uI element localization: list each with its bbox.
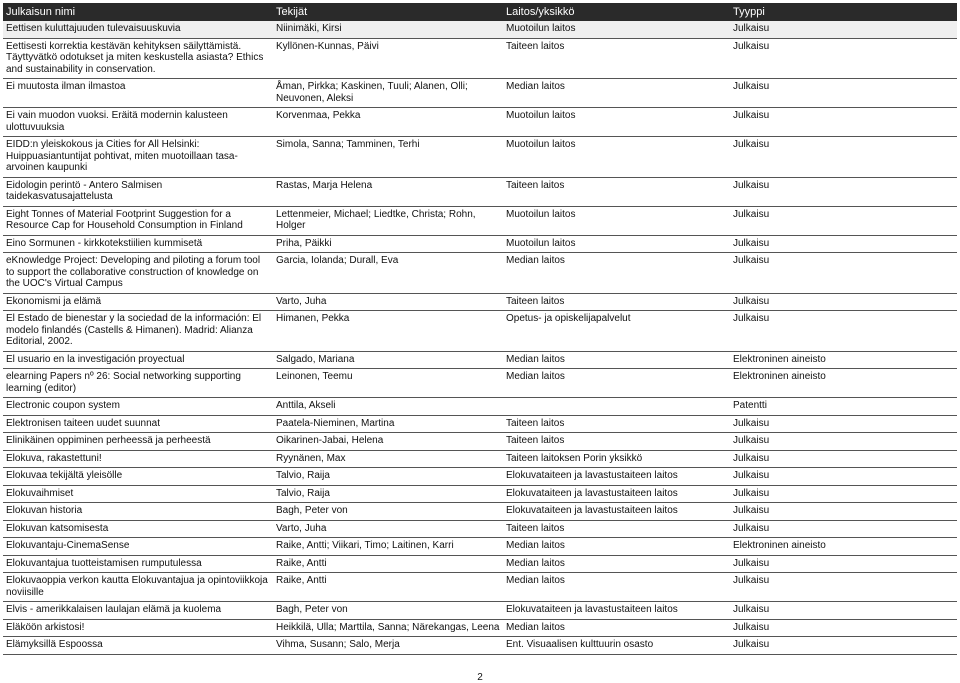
cell-authors: Åman, Pirkka; Kaskinen, Tuuli; Alanen, Olli; Neuvonen, Aleksi xyxy=(273,79,503,108)
cell-department: Muotoilun laitos xyxy=(503,206,730,235)
cell-type: Julkaisu xyxy=(730,137,957,178)
cell-authors: Simola, Sanna; Tamminen, Terhi xyxy=(273,137,503,178)
cell-department: Median laitos xyxy=(503,555,730,573)
cell-authors: Kyllönen-Kunnas, Päivi xyxy=(273,38,503,79)
cell-authors: Niinimäki, Kirsi xyxy=(273,21,503,38)
table-row xyxy=(3,108,957,137)
cell-department: Muotoilun laitos xyxy=(503,137,730,178)
table-row xyxy=(3,450,957,468)
cell-title: Elokuva, rakastettuni! xyxy=(3,450,273,468)
cell-authors: Paatela-Nieminen, Martina xyxy=(273,415,503,433)
cell-authors: Oikarinen-Jabai, Helena xyxy=(273,433,503,451)
cell-department: Muotoilun laitos xyxy=(503,235,730,253)
table-row xyxy=(3,433,957,451)
cell-title: Eino Sormunen - kirkkotekstiilien kummisetä xyxy=(3,235,273,253)
table-row xyxy=(3,79,957,108)
cell-authors: Ryynänen, Max xyxy=(273,450,503,468)
table-row xyxy=(3,503,957,521)
cell-title: eKnowledge Project: Developing and piloting a forum tool to support the collaborative construction of knowledge on the UOC's Virtual Campus xyxy=(3,253,273,294)
cell-department: Elokuvataiteen ja lavastustaiteen laitos xyxy=(503,602,730,620)
cell-type: Elektroninen aineisto xyxy=(730,351,957,369)
cell-department: Muotoilun laitos xyxy=(503,21,730,38)
cell-authors: Anttila, Akseli xyxy=(273,398,503,416)
cell-type: Julkaisu xyxy=(730,415,957,433)
cell-title: Elinikäinen oppiminen perheessä ja perheestä xyxy=(3,433,273,451)
cell-type: Julkaisu xyxy=(730,637,957,655)
cell-type: Julkaisu xyxy=(730,79,957,108)
cell-type: Julkaisu xyxy=(730,573,957,602)
cell-department: Median laitos xyxy=(503,253,730,294)
cell-authors: Leinonen, Teemu xyxy=(273,369,503,398)
cell-department: Median laitos xyxy=(503,538,730,556)
cell-authors: Lettenmeier, Michael; Liedtke, Christa; Rohn, Holger xyxy=(273,206,503,235)
cell-authors: Rastas, Marja Helena xyxy=(273,177,503,206)
cell-type: Elektroninen aineisto xyxy=(730,538,957,556)
table-body xyxy=(3,21,957,654)
cell-authors: Bagh, Peter von xyxy=(273,602,503,620)
cell-department: Median laitos xyxy=(503,369,730,398)
cell-department: Taiteen laitos xyxy=(503,38,730,79)
cell-authors: Varto, Juha xyxy=(273,293,503,311)
table-row xyxy=(3,573,957,602)
cell-type: Julkaisu xyxy=(730,450,957,468)
cell-title: Eidologin perintö - Antero Salmisen taidekasvatusajattelusta xyxy=(3,177,273,206)
table-row xyxy=(3,415,957,433)
cell-title: Ei muutosta ilman ilmastoa xyxy=(3,79,273,108)
cell-authors: Himanen, Pekka xyxy=(273,311,503,352)
cell-authors: Garcia, Iolanda; Durall, Eva xyxy=(273,253,503,294)
cell-type: Julkaisu xyxy=(730,619,957,637)
cell-type: Julkaisu xyxy=(730,520,957,538)
cell-department: Taiteen laitos xyxy=(503,293,730,311)
table-row xyxy=(3,351,957,369)
table-row xyxy=(3,468,957,486)
cell-type: Julkaisu xyxy=(730,602,957,620)
cell-title: Elokuvaihmiset xyxy=(3,485,273,503)
cell-type: Patentti xyxy=(730,398,957,416)
cell-title: Eight Tonnes of Material Footprint Suggestion for a Resource Cap for Household Consumption in Finland xyxy=(3,206,273,235)
cell-department: Taiteen laitos xyxy=(503,415,730,433)
cell-type: Julkaisu xyxy=(730,555,957,573)
cell-type: Julkaisu xyxy=(730,177,957,206)
cell-department: Taiteen laitoksen Porin yksikkö xyxy=(503,450,730,468)
cell-department: Median laitos xyxy=(503,573,730,602)
cell-authors: Heikkilä, Ulla; Marttila, Sanna; Närekangas, Leena xyxy=(273,619,503,637)
cell-title: El Estado de bienestar y la sociedad de la información: El modelo finlandés (Castells & Himanen). Madrid: Alianza Editorial, 2002. xyxy=(3,311,273,352)
header-authors: Tekijät xyxy=(273,3,503,21)
cell-department xyxy=(503,398,730,416)
table-row xyxy=(3,21,957,38)
table-row xyxy=(3,369,957,398)
cell-type: Elektroninen aineisto xyxy=(730,369,957,398)
cell-authors: Talvio, Raija xyxy=(273,485,503,503)
cell-department: Opetus- ja opiskelijapalvelut xyxy=(503,311,730,352)
cell-department: Taiteen laitos xyxy=(503,433,730,451)
cell-authors: Raike, Antti xyxy=(273,555,503,573)
table-row xyxy=(3,177,957,206)
cell-department: Ent. Visuaalisen kulttuurin osasto xyxy=(503,637,730,655)
cell-title: Eettisen kuluttajuuden tulevaisuuskuvia xyxy=(3,21,273,38)
cell-title: Ei vain muodon vuoksi. Eräitä modernin kalusteen ulottuvuuksia xyxy=(3,108,273,137)
cell-department: Median laitos xyxy=(503,79,730,108)
table-row xyxy=(3,485,957,503)
cell-type: Julkaisu xyxy=(730,38,957,79)
cell-authors: Talvio, Raija xyxy=(273,468,503,486)
cell-department: Elokuvataiteen ja lavastustaiteen laitos xyxy=(503,485,730,503)
cell-title: Eettisesti korrektia kestävän kehityksen säilyttämistä. Täyttyvätkö odotukset ja miten keskustella asiasta? Ethics and sustainability in conservation. xyxy=(3,38,273,79)
cell-title: Elvis - amerikkalaisen laulajan elämä ja kuolema xyxy=(3,602,273,620)
cell-title: Elämyksillä Espoossa xyxy=(3,637,273,655)
cell-authors: Bagh, Peter von xyxy=(273,503,503,521)
cell-authors: Vihma, Susann; Salo, Merja xyxy=(273,637,503,655)
cell-title: elearning Papers nº 26: Social networking supporting learning (editor) xyxy=(3,369,273,398)
cell-authors: Korvenmaa, Pekka xyxy=(273,108,503,137)
cell-department: Taiteen laitos xyxy=(503,177,730,206)
table-row xyxy=(3,293,957,311)
header-title: Julkaisun nimi xyxy=(3,3,273,21)
cell-type: Julkaisu xyxy=(730,253,957,294)
table-row xyxy=(3,235,957,253)
table-header-row xyxy=(3,3,957,21)
publications-table xyxy=(3,3,957,655)
table-row xyxy=(3,602,957,620)
cell-title: Elektronisen taiteen uudet suunnat xyxy=(3,415,273,433)
cell-type: Julkaisu xyxy=(730,503,957,521)
cell-type: Julkaisu xyxy=(730,235,957,253)
cell-type: Julkaisu xyxy=(730,293,957,311)
table-row xyxy=(3,520,957,538)
header-department: Laitos/yksikkö xyxy=(503,3,730,21)
cell-authors: Priha, Päikki xyxy=(273,235,503,253)
table-row xyxy=(3,206,957,235)
cell-type: Julkaisu xyxy=(730,311,957,352)
cell-authors: Raike, Antti; Viikari, Timo; Laitinen, Karri xyxy=(273,538,503,556)
cell-title: Elokuvaa tekijältä yleisölle xyxy=(3,468,273,486)
cell-authors: Raike, Antti xyxy=(273,573,503,602)
cell-department: Elokuvataiteen ja lavastustaiteen laitos xyxy=(503,468,730,486)
cell-title: Electronic coupon system xyxy=(3,398,273,416)
cell-type: Julkaisu xyxy=(730,433,957,451)
cell-department: Median laitos xyxy=(503,351,730,369)
cell-department: Elokuvataiteen ja lavastustaiteen laitos xyxy=(503,503,730,521)
cell-title: Eläköön arkistosi! xyxy=(3,619,273,637)
cell-type: Julkaisu xyxy=(730,468,957,486)
cell-title: Ekonomismi ja elämä xyxy=(3,293,273,311)
cell-department: Muotoilun laitos xyxy=(503,108,730,137)
cell-title: Elokuvaoppia verkon kautta Elokuvantajua ja opintoviikkoja noviisille xyxy=(3,573,273,602)
cell-title: Elokuvantaju-CinemaSense xyxy=(3,538,273,556)
cell-title: Elokuvan historia xyxy=(3,503,273,521)
cell-title: El usuario en la investigación proyectual xyxy=(3,351,273,369)
cell-department: Taiteen laitos xyxy=(503,520,730,538)
cell-department: Median laitos xyxy=(503,619,730,637)
table-row xyxy=(3,253,957,294)
cell-authors: Varto, Juha xyxy=(273,520,503,538)
table-row xyxy=(3,137,957,178)
cell-authors: Salgado, Mariana xyxy=(273,351,503,369)
table-row xyxy=(3,538,957,556)
cell-type: Julkaisu xyxy=(730,21,957,38)
cell-type: Julkaisu xyxy=(730,485,957,503)
table-row xyxy=(3,637,957,655)
table-row xyxy=(3,555,957,573)
cell-title: Elokuvan katsomisesta xyxy=(3,520,273,538)
header-type: Tyyppi xyxy=(730,3,957,21)
table-row xyxy=(3,38,957,79)
cell-title: EIDD:n yleiskokous ja Cities for All Helsinki: Huippuasiantuntijat pohtivat, miten muotoillaan tasa-arvoinen kaupunki xyxy=(3,137,273,178)
cell-type: Julkaisu xyxy=(730,206,957,235)
table-row xyxy=(3,311,957,352)
table-row xyxy=(3,619,957,637)
page-number: 2 xyxy=(477,672,483,683)
cell-type: Julkaisu xyxy=(730,108,957,137)
table-row xyxy=(3,398,957,416)
cell-title: Elokuvantajua tuotteistamisen rumputulessa xyxy=(3,555,273,573)
